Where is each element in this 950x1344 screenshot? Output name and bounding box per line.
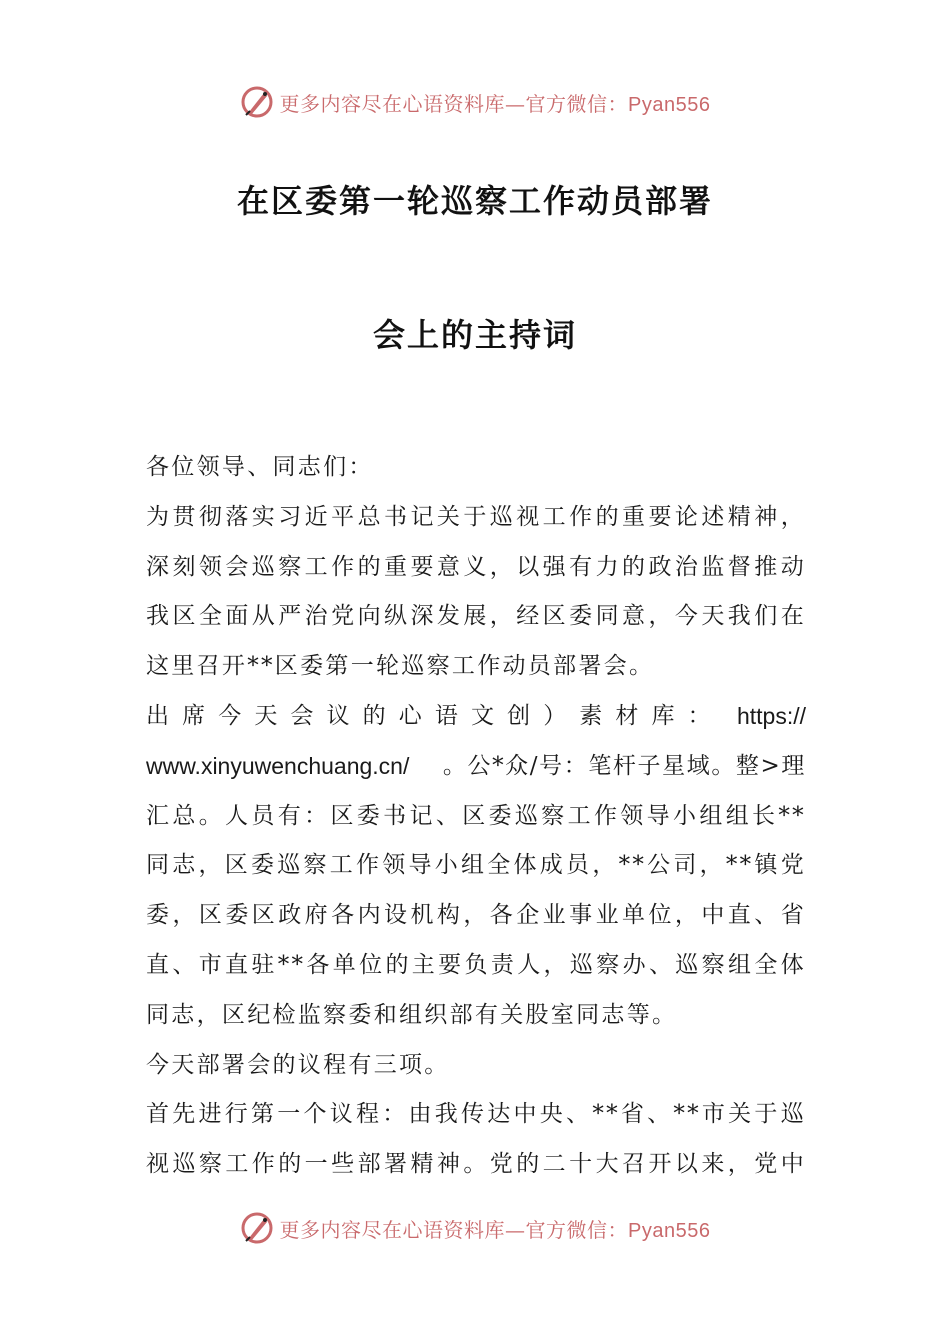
body-line: 视巡察工作的一些部署精神。党的二十大召开以来，党中 — [146, 1151, 806, 1178]
watermark-text: 更多内容尽在心语资料库—官方微信：Pyan556 — [279, 91, 711, 116]
body-line-mixed — [146, 692, 806, 742]
body-line-text: 。公*众/号：笔杆子星域。整>理 — [442, 752, 806, 779]
body-line: 同志，区纪检监察委和组织部有关股室同志等。 — [146, 1001, 678, 1028]
body-line: 首先进行第一个议程：由我传达中央、**省、**市关于巡 — [146, 1101, 806, 1128]
watermark-footer — [0, 1208, 950, 1248]
url-text: https:// — [736, 702, 806, 729]
pen-circle-logo-icon — [240, 1211, 274, 1245]
body-line: 深刻领会巡察工作的重要意义，以强有力的政治监督推动 — [146, 553, 806, 580]
body-line: 汇总。人员有：区委书记、区委巡察工作领导小组组长** — [146, 802, 806, 829]
document-body — [146, 443, 806, 1190]
body-line-mixed — [146, 742, 806, 792]
body-line: 同志，区委巡察工作领导小组全体成员，**公司，**镇党 — [146, 852, 806, 879]
watermark-header — [0, 82, 950, 122]
body-line: 委，区委区政府各内设机构，各企业事业单位，中直、省 — [146, 902, 806, 929]
document-title-line-2: 会上的主持词 — [372, 316, 577, 354]
document-title-line-1: 在区委第一轮巡察工作动员部署 — [236, 182, 713, 220]
watermark-text: 更多内容尽在心语资料库—官方微信：Pyan556 — [279, 1217, 711, 1242]
url-text: www.xinyuwenchuang.cn/ — [146, 752, 410, 779]
body-line: 今天部署会的议程有三项。 — [146, 1051, 450, 1078]
body-line: 各位领导、同志们： — [146, 454, 374, 480]
body-line: 这里召开**区委第一轮巡察工作动员部署会。 — [146, 653, 655, 680]
body-line: 我区全面从严治党向纵深发展，经区委同意，今天我们在 — [146, 603, 806, 630]
body-line: 直、市直驻**各单位的主要负责人，巡察办、巡察组全体 — [146, 951, 806, 978]
pen-circle-logo-icon — [240, 85, 274, 119]
body-line: 为贯彻落实习近平总书记关于巡视工作的重要论述精神， — [146, 503, 806, 530]
body-line-text: 出席今天会议的心语文创）素材库： — [146, 702, 713, 729]
